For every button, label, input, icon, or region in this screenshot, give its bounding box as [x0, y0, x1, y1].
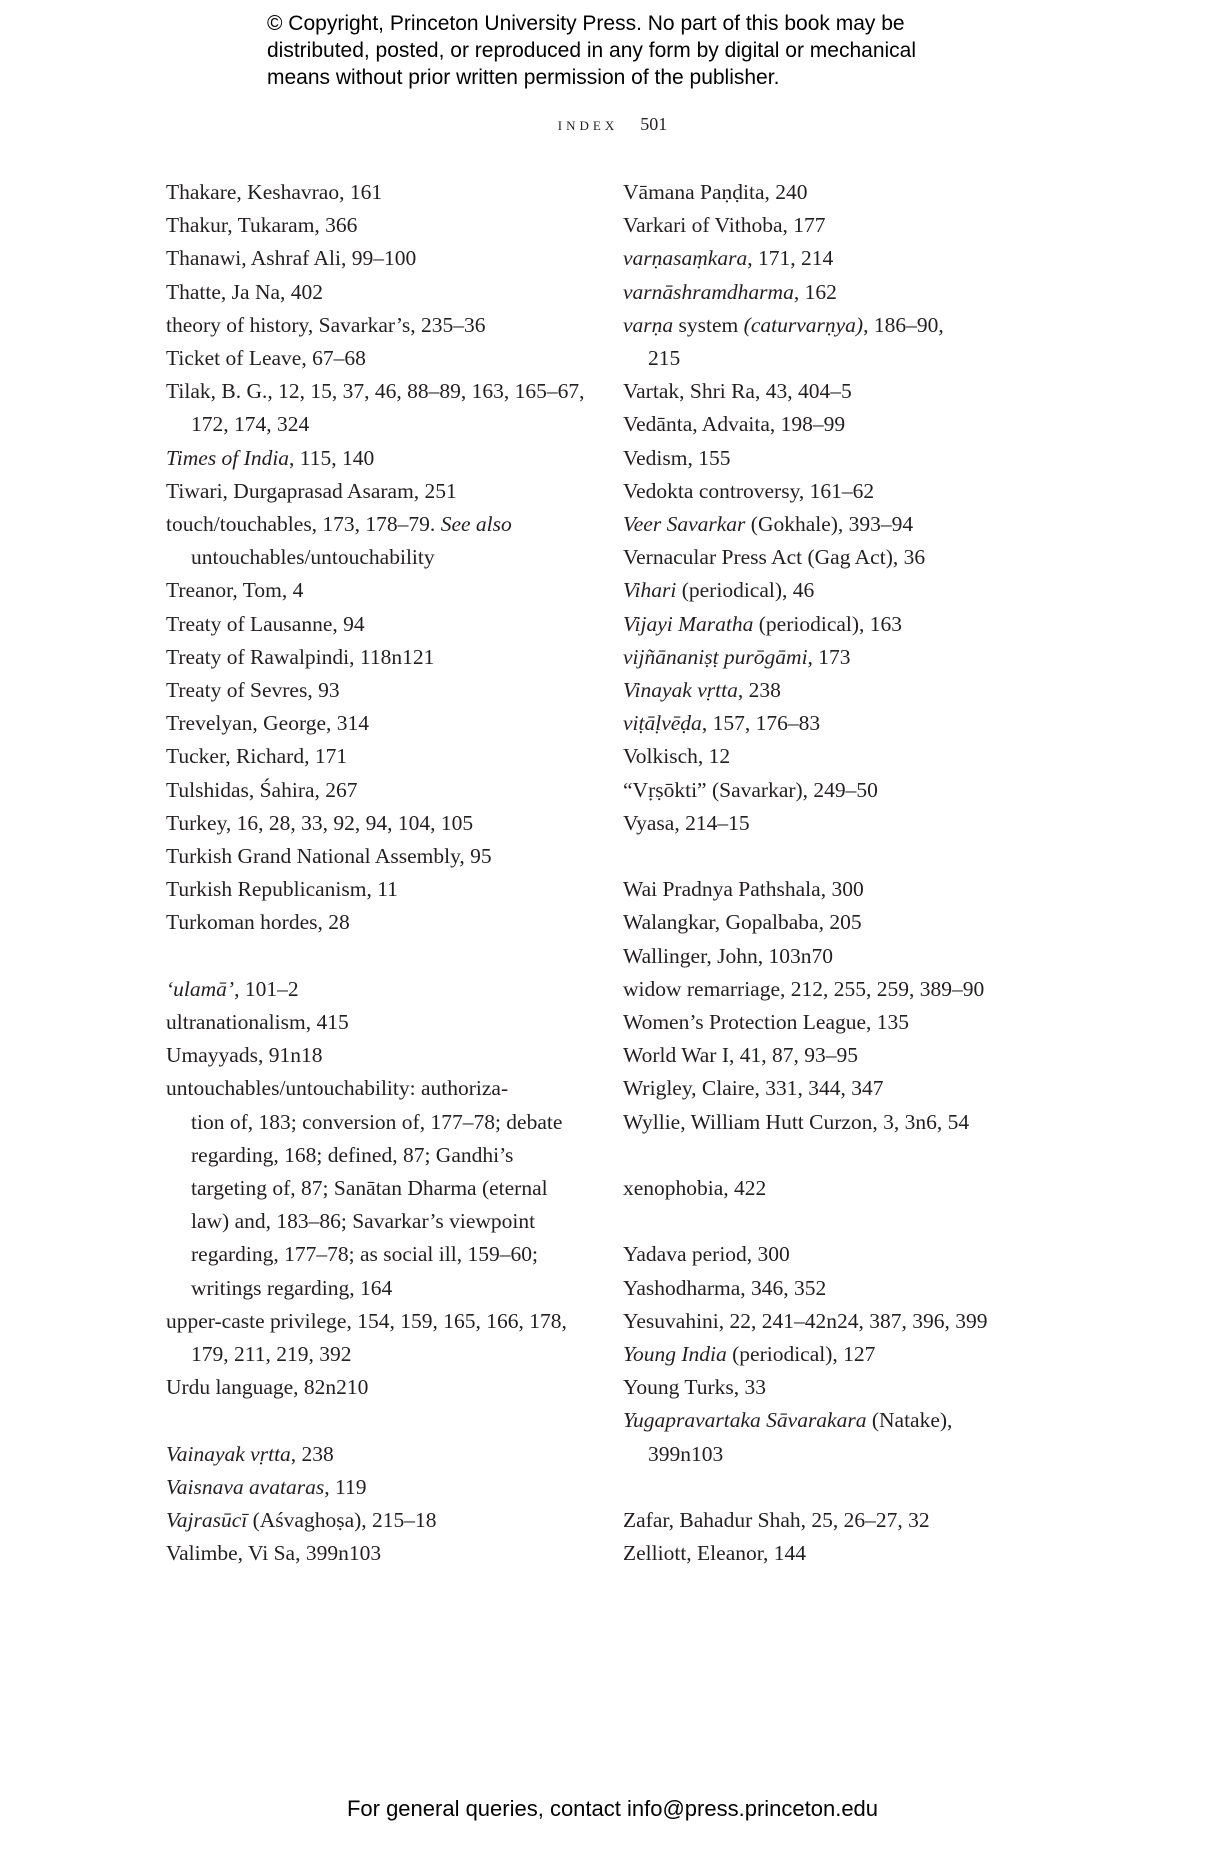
index-entry: [623, 475, 1043, 508]
italic-text: viṭāḷvēḍa: [623, 711, 702, 736]
entry-text: Wrigley, Claire, 331, 344, 347: [623, 1076, 884, 1101]
index-entry: [623, 408, 1043, 441]
copyright-notice: [267, 10, 1027, 91]
index-entry: [166, 1072, 606, 1304]
italic-text: varṇa: [623, 312, 674, 337]
entry-text: widow remarriage, 212, 255, 259, 389–90: [623, 976, 985, 1001]
italic-text: (caturvarṇya): [743, 312, 864, 337]
index-entry: [623, 873, 1043, 906]
index-entry: [623, 442, 1043, 475]
italic-text: Vinayak vṛtta: [623, 678, 738, 703]
entry-continuation: [623, 342, 1043, 375]
entry-text: Vedānta, Advaita, 198–99: [623, 412, 846, 437]
index-entry: [623, 906, 1043, 939]
index-entry: [166, 209, 606, 242]
letter-group-gap: [623, 1139, 1043, 1172]
index-column-left: [166, 176, 606, 1571]
index-entry: [623, 1172, 1043, 1205]
italic-text: varṇasaṃkara: [623, 246, 748, 271]
entry-text: (Aśvaghoṣa), 215–18: [247, 1508, 437, 1533]
entry-text: Thatte, Ja Na, 402: [166, 279, 324, 304]
index-entry: [623, 1238, 1043, 1271]
entry-text: Wyllie, William Hutt Curzon, 3, 3n6, 54: [623, 1109, 970, 1134]
section-label: index: [557, 114, 619, 134]
entry-text: tion of, 183; conversion of, 177–78; debate: [191, 1109, 563, 1134]
index-entry: [166, 276, 606, 309]
running-header: [0, 114, 1225, 135]
entry-continuation: [166, 1172, 606, 1205]
index-entry: [623, 740, 1043, 773]
italic-text: Vaisnava avataras: [166, 1474, 325, 1499]
index-entry: [166, 906, 606, 939]
entry-text: “Vṛṣōkti” (Savarkar), 249–50: [623, 777, 878, 802]
entry-text: ultranationalism, 415: [166, 1010, 349, 1035]
entry-text: Valimbe, Vi Sa, 399n103: [166, 1541, 382, 1566]
index-entry: [623, 807, 1043, 840]
entry-text: Young Turks, 33: [623, 1375, 767, 1400]
entry-text: Tulshidas, Śahira, 267: [166, 777, 358, 802]
letter-group-gap: [166, 1405, 606, 1438]
entry-text: , 238: [737, 678, 781, 703]
index-entry: [166, 1537, 606, 1570]
entry-text: Turkoman hordes, 28: [166, 910, 350, 935]
copyright-line: distributed, posted, or reproduced in any form by digital or mechanical: [267, 39, 917, 62]
index-entry: [166, 1504, 606, 1537]
entry-text: , 173: [807, 644, 851, 669]
entry-text: , 171, 214: [747, 246, 834, 271]
index-entry: [166, 1006, 606, 1039]
index-entry: [623, 508, 1043, 541]
italic-text: varnāshramdharma: [623, 279, 794, 304]
index-entry: [166, 1305, 606, 1371]
contact-footer: For general queries, contact info@press.princeton.edu: [346, 1796, 879, 1821]
entry-text: (periodical), 127: [726, 1342, 876, 1367]
entry-text: Ticket of Leave, 67–68: [166, 346, 366, 371]
letter-group-gap: [623, 1471, 1043, 1504]
index-entry: [623, 1404, 1043, 1470]
italic-text: Yugapravartaka Sāvarakara: [623, 1408, 867, 1433]
copyright-line: means without prior written permission of the publisher.: [267, 66, 780, 89]
index-entry: [623, 209, 1043, 242]
entry-text: Urdu language, 82n210: [166, 1375, 369, 1400]
entry-text: Thakur, Tukaram, 366: [166, 213, 358, 238]
italic-text: Vainayak vṛtta: [166, 1441, 291, 1466]
entry-text: Varkari of Vithoba, 177: [623, 213, 826, 238]
index-entry: [623, 276, 1043, 309]
entry-continuation: [166, 1238, 606, 1271]
entry-text: Treaty of Sevres, 93: [166, 678, 340, 703]
index-entry: [623, 1072, 1043, 1105]
entry-text: targeting of, 87; Sanātan Dharma (eternal: [191, 1176, 548, 1201]
entry-text: theory of history, Savarkar’s, 235–36: [166, 312, 486, 337]
index-entry: [623, 1537, 1043, 1570]
entry-continuation: [623, 1438, 1043, 1471]
entry-continuation: [166, 541, 606, 574]
index-entry: [623, 641, 1043, 674]
letter-group-gap: [623, 840, 1043, 873]
entry-text: , 162: [793, 279, 837, 304]
copyright-line: © Copyright, Princeton University Press. No part of this book may be: [267, 12, 905, 35]
index-entry: [623, 541, 1043, 574]
entry-text: Vedism, 155: [623, 445, 731, 470]
entry-text: writings regarding, 164: [191, 1275, 393, 1300]
entry-text: Wallinger, John, 103n70: [623, 943, 833, 968]
entry-text: 215: [648, 346, 681, 371]
entry-text: Walangkar, Gopalbaba, 205: [623, 910, 862, 935]
entry-text: Tilak, B. G., 12, 15, 37, 46, 88–89, 163, 165–67,: [166, 379, 585, 404]
index-entry: [623, 1272, 1043, 1305]
entry-text: Volkisch, 12: [623, 744, 731, 769]
entry-text: Thakare, Keshavrao, 161: [166, 180, 383, 204]
entry-continuation: [166, 1272, 606, 1305]
index-entry: [166, 508, 606, 574]
index-entry: [166, 1438, 606, 1471]
entry-text: , 115, 140: [289, 445, 375, 470]
index-entry: [166, 608, 606, 641]
entry-continuation: [166, 1139, 606, 1172]
entry-text: 172, 174, 324: [191, 412, 310, 437]
entry-text: law) and, 183–86; Savarkar’s viewpoint: [191, 1209, 536, 1234]
entry-text: Turkish Grand National Assembly, 95: [166, 844, 492, 869]
entry-text: Women’s Protection League, 135: [623, 1010, 910, 1035]
entry-text: untouchables/untouchability: [191, 545, 435, 570]
entry-text: Vyasa, 214–15: [623, 810, 750, 835]
entry-text: Treanor, Tom, 4: [166, 578, 304, 603]
italic-text: Vihari: [623, 578, 677, 603]
entry-continuation: [166, 408, 606, 441]
italic-text: vijñānaniṣṭ purōgāmi: [623, 644, 808, 669]
entry-text: regarding, 168; defined, 87; Gandhi’s: [191, 1142, 514, 1167]
entry-text: , 186–90,: [863, 312, 944, 337]
entry-text: untouchables/untouchability: authoriza-: [166, 1076, 509, 1101]
italic-text: Veer Savarkar: [623, 512, 746, 537]
letter-group-gap: [166, 940, 606, 973]
index-entry: [166, 574, 606, 607]
index-entry: [623, 774, 1043, 807]
entry-text: Treaty of Lausanne, 94: [166, 611, 365, 636]
entry-text: Turkish Republicanism, 11: [166, 877, 398, 902]
index-column-right: [623, 176, 1043, 1570]
entry-continuation: [166, 1106, 606, 1139]
italic-text: See also: [440, 512, 512, 537]
index-entry: [623, 574, 1043, 607]
index-entry: [623, 242, 1043, 275]
italic-text: Vajrasūcī: [166, 1508, 248, 1533]
index-entry: [166, 176, 606, 209]
index-entry: [166, 1371, 606, 1404]
index-entry: [623, 1371, 1043, 1404]
index-entry: [623, 940, 1043, 973]
entry-text: Treaty of Rawalpindi, 118n121: [166, 644, 435, 669]
index-entry: [166, 740, 606, 773]
entry-text: Umayyads, 91n18: [166, 1043, 323, 1068]
index-entry: [623, 1039, 1043, 1072]
entry-text: , 157, 176–83: [701, 711, 821, 736]
italic-text: Young India: [623, 1342, 727, 1367]
italic-text: Vijayi Maratha: [623, 611, 754, 636]
entry-text: (Gokhale), 393–94: [745, 512, 914, 537]
entry-text: Yesuvahini, 22, 241–42n24, 387, 396, 399: [623, 1308, 988, 1333]
entry-text: Yashodharma, 346, 352: [623, 1275, 827, 1300]
entry-text: 179, 211, 219, 392: [191, 1342, 352, 1367]
index-entry: [166, 242, 606, 275]
index-entry: [623, 176, 1043, 209]
entry-text: (Natake),: [866, 1408, 953, 1433]
entry-text: Tucker, Richard, 171: [166, 744, 348, 769]
index-entry: [166, 375, 606, 441]
index-entry: [166, 342, 606, 375]
entry-text: World War I, 41, 87, 93–95: [623, 1043, 858, 1068]
entry-text: , 119: [324, 1474, 367, 1499]
entry-text: Yadava period, 300: [623, 1242, 790, 1267]
italic-text: Times of India: [166, 445, 290, 470]
index-entry: [166, 973, 606, 1006]
entry-text: (periodical), 163: [753, 611, 903, 636]
entry-text: Turkey, 16, 28, 33, 92, 94, 104, 105: [166, 810, 474, 835]
entry-text: Vernacular Press Act (Gag Act), 36: [623, 545, 926, 570]
entry-text: regarding, 177–78; as social ill, 159–60;: [191, 1242, 538, 1267]
entry-text: touch/touchables, 173, 178–79.: [166, 512, 441, 537]
entry-text: 399n103: [648, 1441, 724, 1466]
page-number: 501: [640, 114, 668, 134]
entry-text: system: [673, 312, 744, 337]
index-entry: [166, 674, 606, 707]
index-entry: [166, 774, 606, 807]
index-entry: [166, 807, 606, 840]
index-entry: [166, 840, 606, 873]
letter-group-gap: [623, 1205, 1043, 1238]
index-entry: [166, 475, 606, 508]
entry-text: Vāmana Paṇḍita, 240: [623, 180, 808, 204]
index-entry: [623, 1338, 1043, 1371]
entry-text: Vedokta controversy, 161–62: [623, 478, 875, 503]
index-entry: [623, 1006, 1043, 1039]
entry-text: (periodical), 46: [676, 578, 815, 603]
index-entry: [623, 1504, 1043, 1537]
entry-continuation: [166, 1338, 606, 1371]
index-entry: [166, 641, 606, 674]
index-entry: [623, 1106, 1043, 1139]
index-entry: [166, 707, 606, 740]
index-entry: [623, 674, 1043, 707]
entry-text: xenophobia, 422: [623, 1176, 767, 1201]
index-entry: [166, 1039, 606, 1072]
entry-text: Zafar, Bahadur Shah, 25, 26–27, 32: [623, 1508, 930, 1533]
entry-text: , 101–2: [234, 976, 299, 1001]
entry-text: , 238: [290, 1441, 334, 1466]
entry-text: upper-caste privilege, 154, 159, 165, 166, 178,: [166, 1308, 567, 1333]
index-entry: [166, 1471, 606, 1504]
index-entry: [623, 707, 1043, 740]
index-entry: [623, 1305, 1043, 1338]
entry-text: Wai Pradnya Pathshala, 300: [623, 877, 864, 902]
index-entry: [166, 309, 606, 342]
entry-text: Trevelyan, George, 314: [166, 711, 370, 736]
entry-continuation: [166, 1205, 606, 1238]
entry-text: Zelliott, Eleanor, 144: [623, 1541, 807, 1566]
entry-text: Vartak, Shri Ra, 43, 404–5: [623, 379, 852, 404]
index-entry: [623, 973, 1043, 1006]
index-entry: [166, 442, 606, 475]
entry-text: Thanawi, Ashraf Ali, 99–100: [166, 246, 417, 271]
index-entry: [623, 375, 1043, 408]
index-entry: [623, 608, 1043, 641]
index-entry: [166, 873, 606, 906]
entry-text: Tiwari, Durgaprasad Asaram, 251: [166, 478, 457, 503]
italic-text: ‘ulamā’: [166, 976, 235, 1001]
index-entry: [623, 309, 1043, 375]
